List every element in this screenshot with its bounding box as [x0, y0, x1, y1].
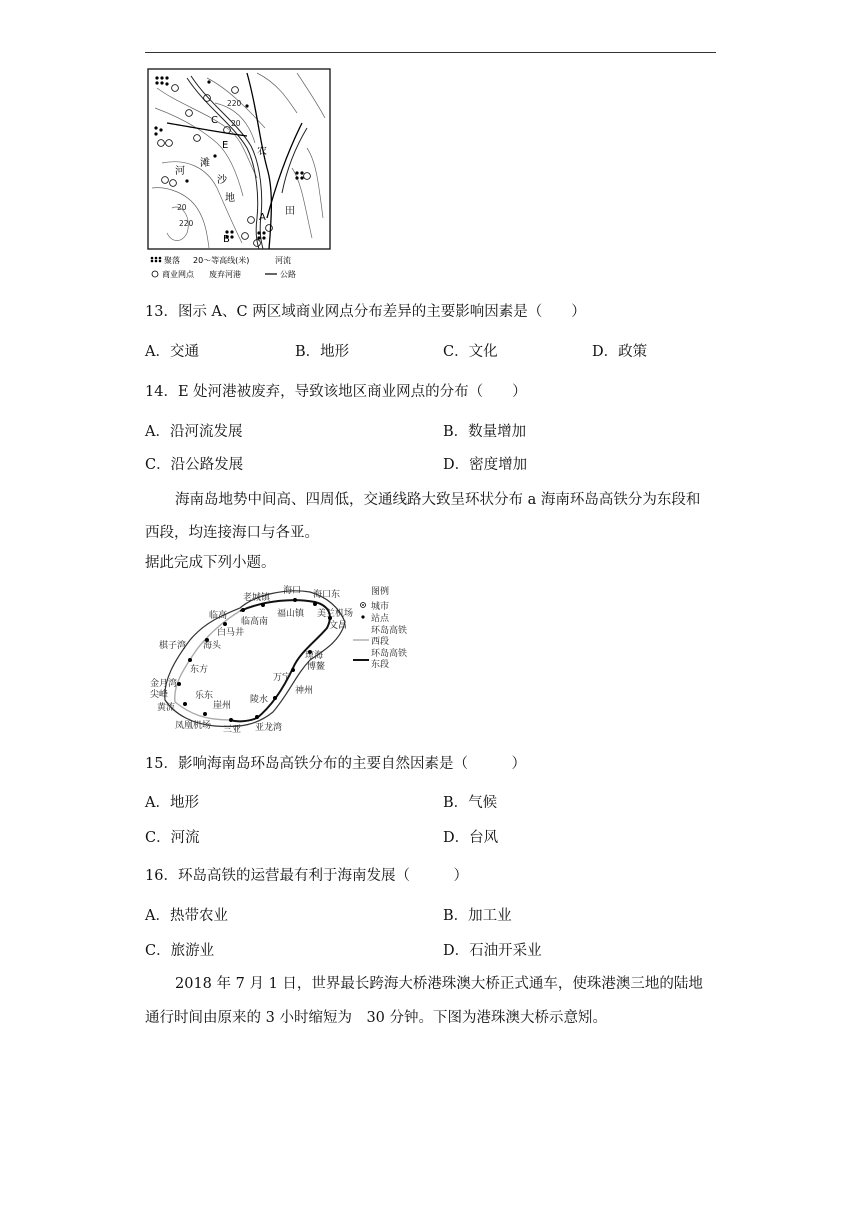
contour-label-220-left: 220: [179, 219, 194, 228]
map1-legend: [151, 255, 296, 279]
q14-option-d[interactable]: D．密度增加: [443, 457, 528, 473]
map-frame: [148, 69, 330, 249]
q16-option-c[interactable]: C．旅游业: [145, 943, 215, 959]
label-nong: 农: [257, 146, 267, 157]
label-e: E: [222, 140, 229, 151]
place-qiziwan: 棋子湾: [159, 641, 187, 651]
q13-stem: 13．图示 A、C 两区域商业网点分布差异的主要影响因素是（ ）: [145, 304, 586, 320]
passage1-line3: 据此完成下列小题。: [145, 555, 276, 571]
passage2-line1: 2018 年 7 月 1 日，世界最长跨海大桥港珠澳大桥正式通车，使珠港澳三地的陆地: [175, 976, 703, 992]
q14-option-c[interactable]: C．沿公路发展: [145, 457, 244, 473]
place-haitou: 海头: [203, 641, 222, 651]
q15-option-a[interactable]: A．地形: [145, 795, 199, 811]
place-meilan: 美兰机场: [317, 609, 354, 619]
contour-label-220-top: 220: [227, 99, 242, 108]
contour-label-20-top: 20: [231, 119, 241, 128]
place-bo-ao: 博鳌: [307, 662, 326, 672]
label-b: B: [223, 234, 230, 245]
place-haikoudong: 海口东: [313, 590, 341, 600]
place-lingaonan: 临高南: [241, 617, 269, 627]
place-baimajing: 白马井: [217, 628, 245, 638]
passage1-line2: 西段，均连接海口与各亚。: [145, 525, 319, 541]
label-a: A: [259, 212, 266, 223]
legend-road: 公路: [280, 270, 296, 279]
place-qionghai: 琼海: [305, 651, 324, 661]
place-yazhou: 崖州: [213, 701, 232, 711]
legend-shop: 商业网点: [162, 270, 194, 279]
legend-west-2: 西段: [371, 637, 390, 647]
place-fenghuang: 凤凰机场: [175, 721, 212, 731]
place-fushan: 福山镇: [277, 609, 305, 619]
q14-option-a[interactable]: A．沿河流发展: [145, 424, 243, 440]
place-laocheng: 老城镇: [243, 593, 271, 603]
q16-stem: 16．环岛高铁的运营最有利于海南发展（ ）: [145, 868, 468, 884]
label-di: 地: [225, 193, 235, 204]
passage2-line2: 通行时间由原来的 3 小时缩短为 30 分钟。下图为港珠澳大桥示意矧。: [145, 1010, 608, 1026]
legend-east-1: 环岛高铁: [371, 649, 408, 659]
place-sanya: 三亚: [223, 725, 242, 735]
q13-option-c[interactable]: C．文化: [443, 344, 498, 360]
q16-option-a[interactable]: A．热带农业: [145, 908, 228, 924]
place-jianfeng: 尖峰: [150, 690, 169, 700]
map2-legend: [353, 585, 407, 670]
place-ledong: 乐东: [195, 691, 214, 701]
q13-option-d[interactable]: D．政策: [592, 344, 648, 360]
legend-city: 城市: [371, 602, 390, 612]
place-lingao: 临高: [209, 611, 228, 621]
place-huangliu: 黄流: [157, 703, 176, 713]
q14-stem: 14．E 处河港被废弃，导致该地区商业网点的分布（ ）: [145, 384, 527, 400]
q13-option-a[interactable]: A．交通: [145, 344, 199, 360]
label-he: 河: [175, 166, 185, 177]
legend-title: 图例: [371, 587, 390, 597]
place-dongfang: 东方: [190, 665, 209, 675]
q16-option-d[interactable]: D．石油开采业: [443, 943, 542, 959]
q14-option-b[interactable]: B．数量增加: [443, 424, 527, 440]
place-yalongwan: 亚龙湾: [255, 723, 283, 733]
label-sha: 沙: [217, 175, 227, 186]
place-lingshui: 陵水: [250, 695, 269, 705]
q15-option-d[interactable]: D．台风: [443, 830, 499, 846]
label-c: C: [211, 115, 218, 126]
q13-option-b[interactable]: B．地形: [295, 344, 350, 360]
hainan-railway-map: [145, 580, 430, 735]
label-tan: 滩: [200, 158, 210, 169]
legend-port: 废弃河港: [209, 270, 241, 279]
place-haikou: 海口: [283, 586, 302, 596]
passage1-line1: 海南岛地势中间高、四周低，交通线路大致呈环状分布 a 海南环岛高铁分为东段和: [175, 492, 701, 508]
q15-option-c[interactable]: C．河流: [145, 830, 200, 846]
place-wenchang: 文昌: [329, 621, 348, 631]
q16-option-b[interactable]: B．加工业: [443, 908, 512, 924]
label-tian: 田: [285, 206, 295, 217]
legend-contour: 20～等高线(米): [193, 256, 250, 265]
place-shenzhou: 神州: [295, 686, 314, 696]
q15-option-b[interactable]: B．气候: [443, 795, 498, 811]
q15-stem: 15．影响海南岛环岛高铁分布的主要自然因素是（ ）: [145, 756, 526, 772]
legend-station: 站点: [371, 614, 390, 624]
legend-river: 河流: [275, 256, 291, 265]
place-jinyuewan: 金月湾: [150, 679, 178, 689]
place-wanning: 万宁: [273, 673, 292, 683]
legend-settlement: 聚落: [164, 256, 180, 265]
header-rule: [145, 52, 716, 53]
legend-east-2: 东段: [371, 660, 390, 670]
legend-west-1: 环岛高铁: [371, 626, 408, 636]
river-map-figure: [147, 68, 335, 286]
contour-label-20-left: 20: [177, 203, 187, 212]
